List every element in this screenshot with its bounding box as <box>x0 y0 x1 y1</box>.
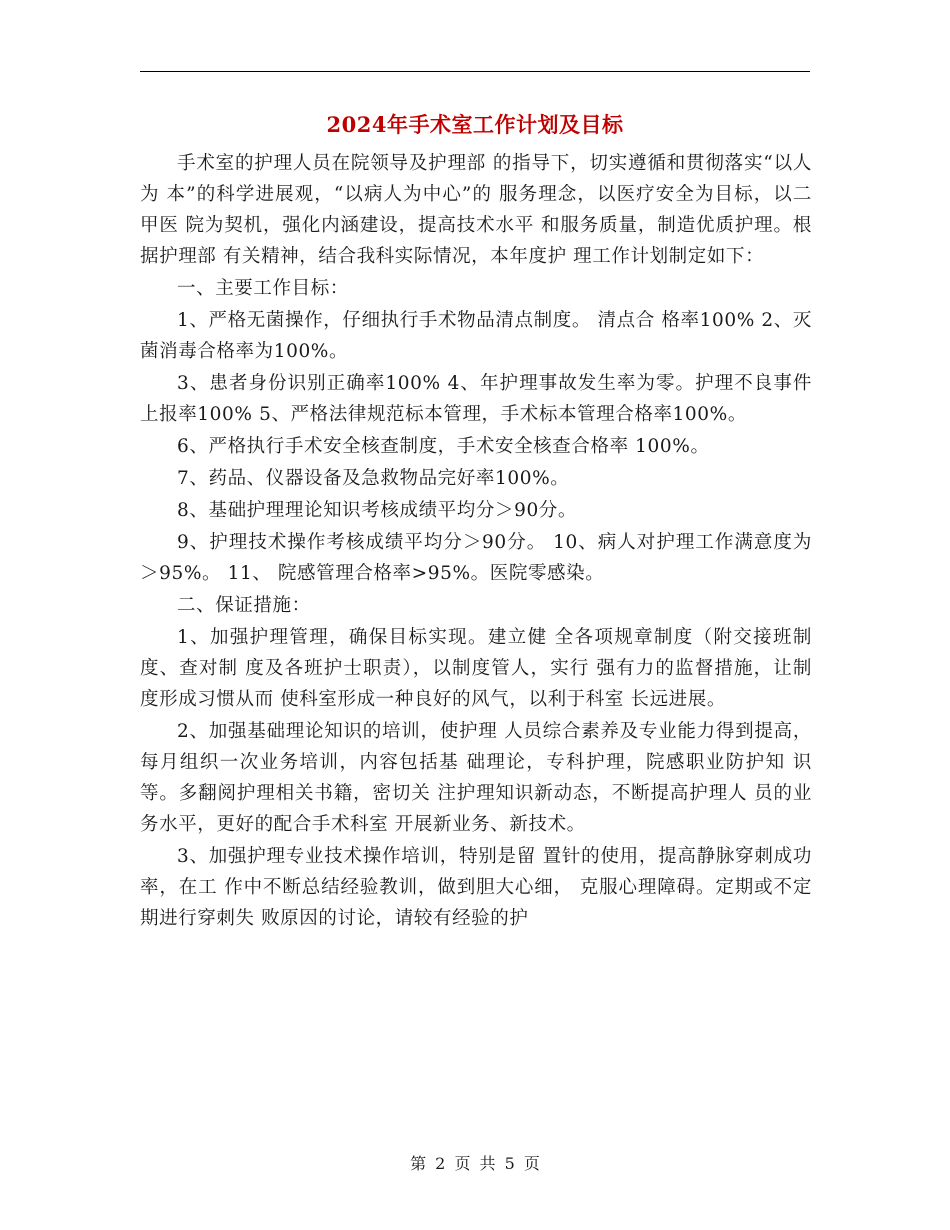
section-heading-goals: 一、主要工作目标： <box>177 278 349 299</box>
goal-item: 7、药品、仪器设备及急救物品完好率100%。 <box>177 468 570 489</box>
measure-item: 3、加强护理专业技术操作培训，特别是留 置针的使用，提高静脉穿刺成功率，在工 作中不断总结经验教训，做到胆大心细， 克服心理障碍。定期或不定期进行穿刺失 败原因的讨论，请较有经验的护 <box>140 846 812 929</box>
goal-item: 9、护理技术操作考核成绩平均分＞90分。 10、病人对护理工作满意度为＞95%。 11、 院感管理合格率>95%。医院零感染。 <box>140 532 812 584</box>
paragraph-intro: 手术室的护理人员在院领导及护理部 的指导下，切实遵循和贯彻落实“以人为 本”的科学进展观，“以病人为中心”的 服务理念，以医疗安全为目标，以二甲医 院为契机，强化内涵建设，提高技术水平 和服务质量，制造优质护理。根据护理部 有关精神，结合我科实际情况，本年度护 理工作计划制定如下： <box>140 153 812 267</box>
measure-item: 2、加强基础理论知识的培训，使护理 人员综合素养及专业能力得到提高， 每月组织一次业务培训，内容包括基 础理论，专科护理，院感职业防护知 识等。多翻阅护理相关书籍，密切关 注护理知识新动态，不断提高护理人 员的业务水平，更好的配合手术科室 开展新业务、新技术。 <box>140 721 812 835</box>
measure-item: 1、加强护理管理，确保目标实现。建立健 全各项规章制度（附交接班制度、查对制 度及各班护士职责），以制度管人，实行 强有力的监督措施，让制度形成习惯从而 使科室形成一种良好的风气，以利于科室 长远进展。 <box>140 627 812 710</box>
header-rule <box>140 71 810 72</box>
goal-item: 1、严格无菌操作，仔细执行手术物品清点制度。 清点合 格率100% 2、灭菌消毒合格率为100%。 <box>140 310 812 362</box>
document-body <box>140 148 812 935</box>
section-heading-measures: 二、保证措施： <box>177 595 311 616</box>
goal-item: 3、患者身份识别正确率100% 4、年护理事故发生率为零。护理不良事件上报率100% 5、严格法律规范标本管理，手术标本管理合格率100%。 <box>140 373 812 425</box>
goal-item: 6、严格执行手术安全核查制度，手术安全核查合格率 100%。 <box>177 436 710 457</box>
document-title: 2024年手术室工作计划及目标 <box>326 112 624 137</box>
goal-item: 8、基础护理理论知识考核成绩平均分＞90分。 <box>177 500 578 521</box>
page-number-footer: 第 2 页 共 5 页 <box>410 1154 540 1173</box>
